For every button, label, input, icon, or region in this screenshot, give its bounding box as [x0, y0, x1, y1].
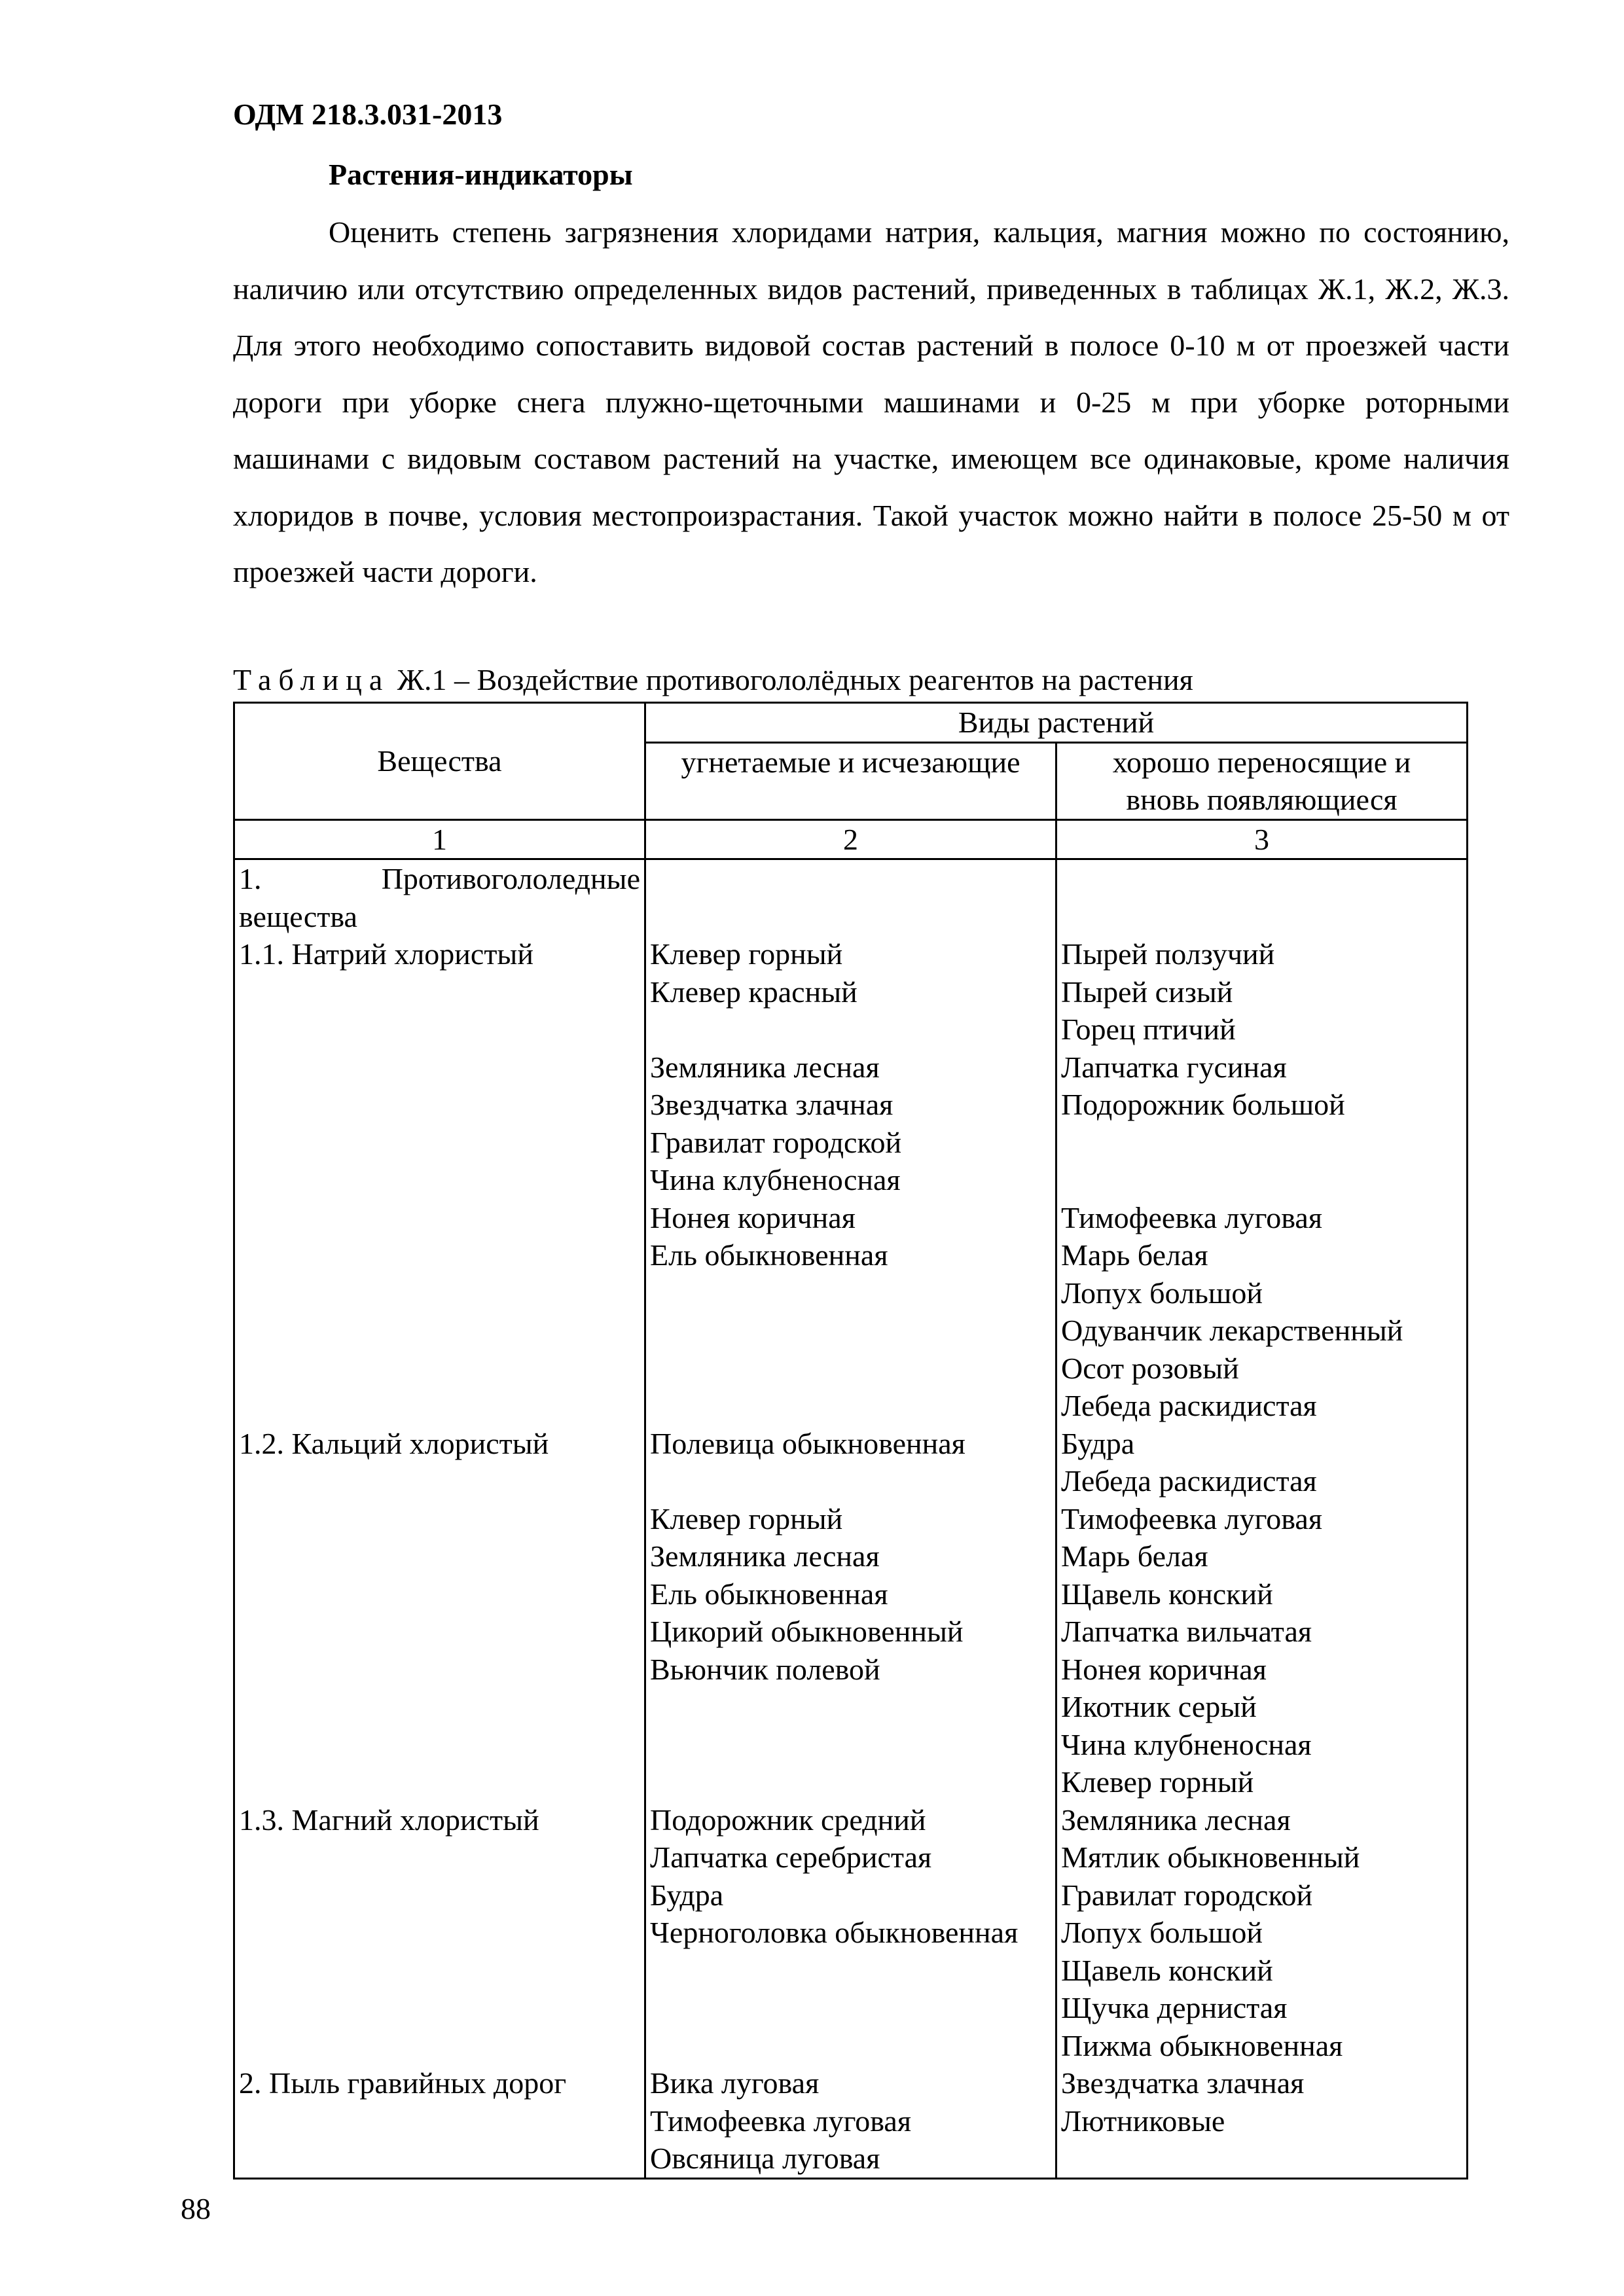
substance-line [239, 1312, 640, 1350]
tolerant-plant: Марь белая [1061, 1238, 1208, 1272]
column-number-3: 3 [1056, 819, 1468, 859]
substance-line [239, 2027, 640, 2065]
substance-line [239, 860, 640, 898]
suppressed-plant: Будра [650, 1878, 724, 1912]
substance-line [239, 1726, 640, 1764]
substances-column [234, 859, 645, 2179]
page-number: 88 [181, 2192, 211, 2225]
tolerant-plant [1061, 2140, 1462, 2178]
tolerant-plant: Осот розовый [1061, 1351, 1239, 1385]
substance-line [239, 1688, 640, 1726]
paragraph-text: Оценить степень загрязнения хлоридами натрия, кальция, магния можно по состоянию, наличию или отсутствию определенных видов растений, приведенных в таблицах Ж.1, Ж.2, Ж.3. Для этого необходимо сопоставить видовой состав растений в полосе 0-10 м от проезжей части дороги при уборке снега плужно-щеточными машинами и 0-25 м при уборке роторными машинами с видовым составом растений на участке, имеющем все одинаковые, кроме наличия хлоридов в почве, условия местопроизрастания. Такой участок можно найти в полосе 25-50 м от проезжей части дороги. [233, 215, 1509, 588]
substance-line [239, 1049, 640, 1086]
tolerant-plant: Земляника лесная [1061, 1803, 1291, 1837]
suppressed-plant: Чина клубненосная [650, 1163, 901, 1196]
tolerant-plant: Щавель конский [1061, 1577, 1273, 1611]
suppressed-plant: Подорожник средний [650, 1803, 926, 1837]
substance-line [239, 1274, 640, 1312]
substance-line [239, 1462, 640, 1500]
tolerant-plant: Клевер горный [1061, 1765, 1254, 1799]
substance-line: 1.3. Магний хлористый [239, 1803, 539, 1837]
tolerant-plant: Лебеда раскидистая [1061, 1389, 1317, 1422]
substance-line [239, 2140, 640, 2178]
substance-line [239, 1011, 640, 1049]
substance-line [239, 1537, 640, 1575]
suppressed-plant [650, 1462, 1051, 1500]
suppressed-plant [650, 2027, 1051, 2065]
substance-line [239, 1989, 640, 2027]
tolerant-plant: Одуванчик лекарственный [1061, 1314, 1403, 1347]
suppressed-plant [650, 1274, 1051, 1312]
suppressed-plant: Клевер горный [650, 937, 843, 971]
reagent-impact-table [233, 702, 1468, 2179]
substance-line [239, 1651, 640, 1689]
tolerant-plant: Чина клубненосная [1061, 1727, 1312, 1761]
tolerant-plant: Лебеда раскидистая [1061, 1464, 1317, 1498]
column-number-1: 1 [234, 819, 645, 859]
substance-line [239, 1575, 640, 1613]
tolerant-plants-column [1056, 859, 1468, 2179]
suppressed-plant: Звездчатка злачная [650, 1088, 893, 1121]
substance-line-number: 1. [239, 862, 262, 895]
substance-line [239, 2102, 640, 2140]
tolerant-plant: Икотник серый [1061, 1690, 1257, 1723]
suppressed-plant [650, 898, 1051, 936]
suppressed-plant: Гравилат городской [650, 1125, 902, 1159]
suppressed-plants-column [645, 859, 1056, 2179]
substance-line: 1.1. Натрий хлористый [239, 937, 533, 971]
header-tolerant [1056, 742, 1468, 819]
tolerant-plant: Горец птичий [1061, 1013, 1236, 1046]
suppressed-plant: Ель обыкновенная [650, 1577, 888, 1611]
suppressed-plant [650, 1763, 1051, 1801]
suppressed-plant: Вьюнчик полевой [650, 1652, 880, 1686]
tolerant-plant [1061, 1161, 1462, 1199]
table-caption-title: Ж.1 – Воздействие противогололёдных реагентов на растения [389, 663, 1193, 696]
table-caption [233, 662, 1193, 697]
tolerant-plant: Лопух большой [1061, 1916, 1263, 1949]
suppressed-plant [650, 1350, 1051, 1388]
section-title: Растения-индикаторы [329, 158, 633, 191]
suppressed-plant: Земляника лесная [650, 1050, 880, 1084]
suppressed-plant: Нонея коричная [650, 1200, 856, 1234]
substance-line: 2. Пыль гравийных дорог [239, 2066, 567, 2100]
tolerant-plant: Щавель конский [1061, 1953, 1273, 1987]
substance-line [239, 1086, 640, 1124]
tolerant-plant: Лапчатка вильчатая [1061, 1615, 1312, 1648]
tolerant-plant: Гравилат городской [1061, 1878, 1313, 1912]
tolerant-plant: Мятлик обыкновенный [1061, 1840, 1360, 1874]
header-substances: Вещества [234, 703, 645, 820]
tolerant-plant: Тимофеевка луговая [1061, 1200, 1322, 1234]
suppressed-plant [650, 860, 1051, 898]
tolerant-plant: Лютниковые [1061, 2104, 1225, 2138]
tolerant-plant: Щучка дернистая [1061, 1991, 1288, 2024]
substance-line [239, 1839, 640, 1876]
substance-line [239, 1387, 640, 1425]
substance-line: вещества [239, 899, 357, 933]
header-plant-types: Виды растений [645, 703, 1468, 743]
suppressed-plant: Ель обыкновенная [650, 1238, 888, 1272]
tolerant-plant: Нонея коричная [1061, 1652, 1267, 1686]
tolerant-plant: Звездчатка злачная [1061, 2066, 1305, 2100]
suppressed-plant [650, 1312, 1051, 1350]
document-code: ОДМ 218.3.031-2013 [233, 98, 503, 131]
suppressed-plant [650, 1952, 1051, 1990]
suppressed-plant: Клевер горный [650, 1501, 843, 1535]
suppressed-plant: Тимофеевка луговая [650, 2104, 911, 2138]
substance-line [239, 1161, 640, 1199]
tolerant-plant: Лапчатка гусиная [1061, 1050, 1287, 1084]
tolerant-plant: Пырей ползучий [1061, 937, 1275, 971]
suppressed-plant: Клевер красный [650, 975, 857, 1009]
substance-line [239, 1613, 640, 1651]
tolerant-plant: Марь белая [1061, 1539, 1208, 1573]
suppressed-plant: Лапчатка серебристая [650, 1840, 932, 1874]
suppressed-plant [650, 1011, 1051, 1049]
substance-line [239, 1952, 640, 1990]
header-suppressed: угнетаемые и исчезающие [645, 742, 1056, 819]
substance-line [239, 1350, 640, 1388]
suppressed-plant: Цикорий обыкновенный [650, 1615, 964, 1648]
substance-line [239, 1236, 640, 1274]
tolerant-plant: Пырей сизый [1061, 975, 1233, 1009]
body-paragraph [233, 204, 1509, 601]
substance-line [239, 1199, 640, 1237]
substance-line-word: Противогололедные [381, 862, 640, 895]
suppressed-plant [650, 1989, 1051, 2027]
suppressed-plant [650, 1688, 1051, 1726]
suppressed-plant: Полевица обыкновенная [650, 1426, 965, 1460]
tolerant-plant: Пижма обыкновенная [1061, 2028, 1343, 2062]
suppressed-plant: Земляника лесная [650, 1539, 880, 1573]
tolerant-plant: Подорожник большой [1061, 1088, 1345, 1121]
suppressed-plant: Черноголовка обыкновенная [650, 1916, 1019, 1949]
tolerant-plant: Будра [1061, 1426, 1135, 1460]
tolerant-plant [1061, 898, 1462, 936]
substance-line [239, 1763, 640, 1801]
suppressed-plant: Овсяница луговая [650, 2142, 880, 2175]
substance-line: 1.2. Кальций хлористый [239, 1426, 549, 1460]
header-tolerant-line-1: хорошо переносящие и [1112, 745, 1411, 779]
suppressed-plant [650, 1726, 1051, 1764]
table-caption-label: Таблица [233, 663, 390, 696]
suppressed-plant: Вика луговая [650, 2066, 820, 2100]
tolerant-plant: Тимофеевка луговая [1061, 1501, 1322, 1535]
header-tolerant-line-2: вновь появляющиеся [1126, 783, 1398, 816]
substance-line [239, 1124, 640, 1162]
substance-line [239, 1500, 640, 1538]
substance-line [239, 973, 640, 1011]
substance-line [239, 1914, 640, 1952]
substance-line [239, 1876, 640, 1914]
suppressed-plant [650, 1387, 1051, 1425]
tolerant-plant [1061, 860, 1462, 898]
tolerant-plant [1061, 1124, 1462, 1162]
tolerant-plant: Лопух большой [1061, 1276, 1263, 1310]
column-number-2: 2 [645, 819, 1056, 859]
